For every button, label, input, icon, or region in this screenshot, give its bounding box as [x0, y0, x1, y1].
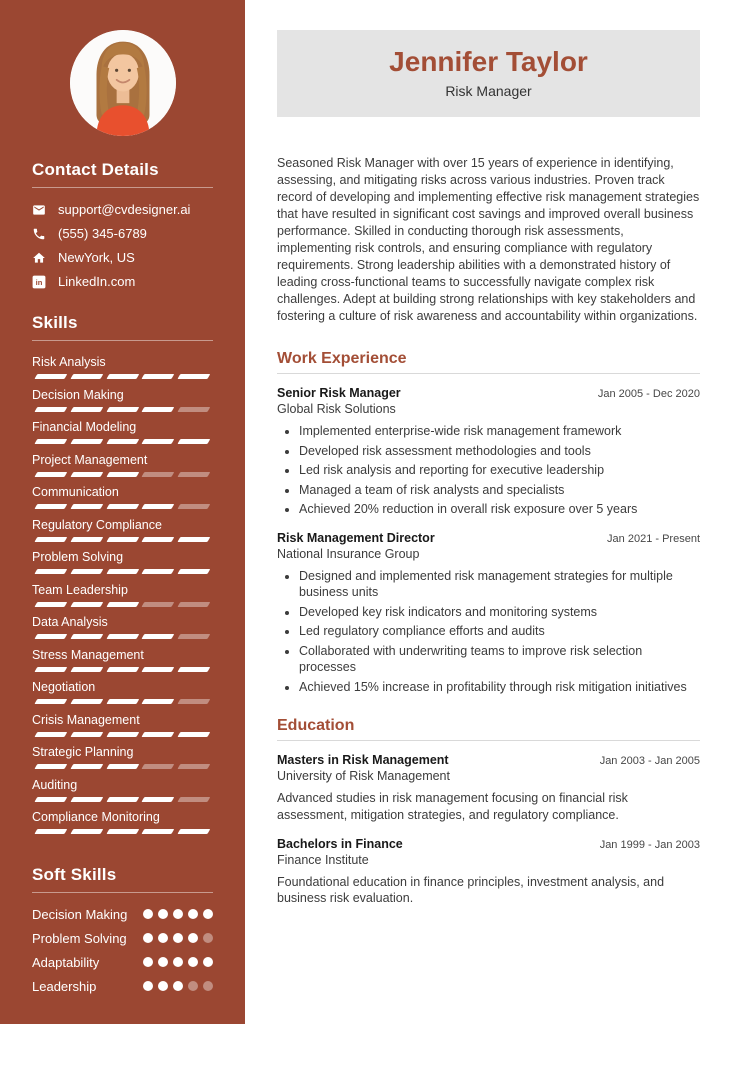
skill-segment-filled [178, 537, 210, 542]
divider [32, 187, 213, 188]
skill-level-bar [32, 407, 213, 412]
home-icon [32, 251, 46, 265]
rating-dot-filled [203, 909, 213, 919]
soft-skill-label: Decision Making [32, 906, 128, 922]
divider [277, 373, 700, 374]
contact-item-phone [32, 226, 213, 241]
skill-segment-filled [142, 569, 174, 574]
degree-title: Masters in Risk Management [277, 753, 449, 767]
skill-item [32, 745, 213, 769]
skill-segment-filled [35, 374, 67, 379]
work-experience-section [277, 350, 700, 695]
profile-summary: Seasoned Risk Manager with over 15 years of experience in identifying, assessing, and mitigating risks across various industries. Proven track record of developing and implementing effective risk management strategies that have resulted in significant cost savings and improved overall business performance. Skilled in conducting thorough risk assessments, implementing risk controls, and ensuring compliance with regulatory requirements. Strong leadership abilities with a demonstrated history of leading cross-functional teams to successfully navigate complex risk challenges. Adept at building strong relationships with key stakeholders and fostering a culture of risk awareness and accountability within organizations. [277, 156, 700, 323]
jobs-list [277, 386, 700, 695]
degree-description: Advanced studies in risk management focusing on financial risk assessment, mitigation strategies, and regulatory compliance. [277, 791, 628, 822]
rating-dot-filled [143, 981, 153, 991]
contact-linkedin: LinkedIn.com [58, 274, 136, 289]
skill-segment-filled [178, 569, 210, 574]
job-title: Senior Risk Manager [277, 386, 401, 400]
soft-skill-row [32, 979, 213, 994]
skill-label: Data Analysis [32, 615, 108, 629]
skill-segment-filled [35, 829, 67, 834]
skill-label: Project Management [32, 452, 148, 467]
rating-dot-filled [188, 909, 198, 919]
phone-icon [32, 227, 46, 241]
rating-dot-filled [173, 909, 183, 919]
skill-segment-empty [178, 764, 210, 769]
skill-label: Stress Management [32, 647, 144, 662]
work-experience-heading: Work Experience [277, 350, 407, 367]
job-bullet: • Designed and implemented risk management strategies for multiple business units [299, 568, 700, 601]
divider [277, 740, 700, 741]
soft-skills-section [32, 865, 213, 994]
rating-dots [143, 909, 213, 919]
skill-segment-filled [142, 829, 174, 834]
skill-segment-filled [142, 374, 174, 379]
job-dates: Jan 2005 - Dec 2020 [597, 388, 700, 400]
job-entry [277, 386, 700, 518]
skill-segment-filled [106, 634, 138, 639]
name-header [277, 30, 700, 117]
degree-title: Bachelors in Finance [277, 836, 403, 851]
skill-item [32, 615, 213, 639]
rating-dot-filled [203, 957, 213, 967]
skill-item [32, 518, 213, 542]
skill-segment-filled [35, 407, 67, 412]
skill-segment-filled [142, 797, 174, 802]
skill-level-bar [32, 602, 213, 607]
job-entry-head [277, 386, 700, 400]
soft-skill-row [32, 907, 213, 922]
skill-segment-filled [142, 439, 174, 444]
rating-dot-filled [143, 933, 153, 943]
company-name: Global Risk Solutions [277, 402, 396, 416]
skill-level-bar [32, 797, 213, 802]
skill-item [32, 713, 213, 737]
sidebar [0, 0, 245, 1083]
candidate-title: Risk Manager [445, 83, 532, 99]
skill-level-bar [32, 537, 213, 542]
rating-dot-empty [203, 933, 213, 943]
skill-segment-filled [106, 732, 138, 737]
skill-segment-filled [70, 634, 102, 639]
skill-segment-filled [35, 634, 67, 639]
skills-list [32, 355, 213, 834]
skill-level-bar [32, 374, 213, 379]
skill-segment-filled [106, 829, 138, 834]
skill-label: Decision Making [32, 387, 124, 402]
rating-dot-filled [158, 933, 168, 943]
skill-segment-filled [35, 569, 67, 574]
education-entry-head [277, 837, 700, 851]
skill-segment-filled [70, 699, 102, 704]
skill-segment-filled [106, 569, 138, 574]
contact-item-linkedin [32, 274, 213, 289]
skill-item [32, 583, 213, 607]
divider [32, 340, 213, 341]
skill-level-bar [32, 764, 213, 769]
skill-segment-empty [178, 504, 210, 509]
contact-email: support@cvdesigner.ai [58, 202, 191, 217]
job-bullet: • Achieved 15% increase in profitability through risk mitigation initiatives [299, 679, 700, 696]
email-icon [32, 203, 46, 217]
soft-skill-row [32, 931, 213, 946]
skill-item [32, 680, 213, 704]
rating-dot-filled [158, 981, 168, 991]
education-entry [277, 753, 700, 824]
avatar [70, 30, 176, 136]
skill-segment-filled [70, 472, 102, 477]
divider [32, 1048, 213, 1049]
skill-segment-filled [70, 732, 102, 737]
skill-segment-filled [106, 797, 138, 802]
skill-segment-filled [178, 439, 210, 444]
skill-label: Financial Modeling [32, 420, 137, 434]
rating-dot-filled [173, 933, 183, 943]
contact-heading: Contact Details [32, 160, 159, 179]
skill-segment-filled [106, 537, 138, 542]
skill-segment-filled [106, 699, 138, 704]
skill-level-bar [32, 504, 213, 509]
language-pill: English [32, 1063, 101, 1088]
skill-segment-empty [142, 602, 174, 607]
skill-item [32, 648, 213, 672]
soft-skills-heading: Soft Skills [32, 864, 117, 884]
skill-label: Negotiation [32, 680, 96, 694]
skill-item [32, 550, 213, 574]
rating-dots [143, 933, 213, 943]
languages-section [32, 1021, 213, 1088]
skill-level-bar [32, 829, 213, 834]
school-name: Finance Institute [277, 852, 369, 867]
skill-segment-filled [178, 374, 210, 379]
job-dates: Jan 2021 - Present [607, 532, 700, 545]
skill-level-bar [32, 732, 213, 737]
education-entry-head [277, 753, 700, 767]
language-pill: Spanish [110, 1063, 183, 1088]
school-name: University of Risk Management [277, 769, 450, 783]
skill-label: Regulatory Compliance [32, 517, 162, 532]
job-bullet: • Managed a team of risk analysts and specialists [299, 482, 700, 499]
skill-segment-filled [142, 667, 174, 672]
skill-segment-filled [70, 829, 102, 834]
skill-segment-filled [70, 537, 102, 542]
skill-segment-filled [35, 797, 67, 802]
job-bullet: • Collaborated with underwriting teams to improve risk selection processes [299, 643, 700, 676]
skill-segment-filled [70, 569, 102, 574]
soft-skill-row [32, 955, 213, 970]
rating-dot-filled [173, 981, 183, 991]
rating-dot-filled [143, 957, 153, 967]
skill-label: Auditing [32, 777, 78, 792]
rating-dots [143, 981, 213, 991]
soft-skill-label: Adaptability [32, 954, 100, 970]
skill-segment-filled [35, 699, 67, 704]
skill-label: Strategic Planning [32, 745, 134, 759]
job-bullet: • Developed risk assessment methodologies and tools [299, 443, 700, 460]
contact-location: NewYork, US [58, 250, 135, 265]
main-content [245, 0, 730, 1024]
skill-segment-filled [70, 407, 102, 412]
skill-segment-filled [70, 602, 102, 607]
job-bullet: • Achieved 20% reduction in overall risk exposure over 5 years [299, 501, 700, 518]
skill-segment-filled [35, 732, 67, 737]
skill-segment-filled [70, 504, 102, 509]
skill-segment-filled [70, 439, 102, 444]
skill-segment-filled [35, 439, 67, 444]
skill-level-bar [32, 667, 213, 672]
skill-segment-filled [35, 602, 67, 607]
job-bullets [277, 568, 700, 696]
skill-label: Team Leadership [32, 582, 128, 597]
soft-skill-label: Leadership [32, 978, 97, 994]
skill-segment-empty [142, 472, 174, 477]
skill-item [32, 420, 213, 444]
skill-item [32, 485, 213, 509]
skill-segment-filled [106, 667, 138, 672]
skill-segment-filled [70, 764, 102, 769]
rating-dot-filled [158, 909, 168, 919]
skill-segment-filled [35, 504, 67, 509]
rating-dot-filled [158, 957, 168, 967]
degree-dates: Jan 1999 - Jan 2003 [599, 838, 700, 851]
job-bullet: • Led regulatory compliance efforts and audits [299, 623, 700, 640]
skill-segment-empty [178, 602, 210, 607]
skill-segment-filled [35, 764, 67, 769]
skill-segment-filled [106, 764, 138, 769]
job-entry [277, 531, 700, 696]
rating-dot-filled [188, 957, 198, 967]
skill-segment-filled [70, 374, 102, 379]
skill-segment-filled [35, 667, 67, 672]
job-entry-head [277, 531, 700, 545]
skill-segment-filled [142, 504, 174, 509]
skill-segment-filled [106, 374, 138, 379]
rating-dot-empty [188, 981, 198, 991]
job-bullet: • Led risk analysis and reporting for executive leadership [299, 462, 700, 479]
skill-segment-filled [142, 732, 174, 737]
skill-segment-filled [142, 407, 174, 412]
skill-segment-empty [178, 699, 210, 704]
skill-segment-empty [178, 797, 210, 802]
language-pills [32, 1063, 213, 1088]
skill-item [32, 355, 213, 379]
skill-segment-filled [70, 667, 102, 672]
education-entry [277, 837, 700, 908]
degree-description: Foundational education in finance principles, investment analysis, and business risk evaluation. [277, 874, 665, 906]
skill-segment-filled [35, 537, 67, 542]
skill-level-bar [32, 699, 213, 704]
skills-heading: Skills [32, 313, 78, 332]
skill-segment-empty [178, 472, 210, 477]
rating-dot-filled [188, 933, 198, 943]
skill-level-bar [32, 472, 213, 477]
skill-level-bar [32, 439, 213, 444]
divider [32, 892, 213, 893]
contact-phone: (555) 345-6789 [58, 226, 147, 241]
contact-section [32, 160, 213, 289]
skill-segment-filled [142, 699, 174, 704]
skill-segment-filled [106, 602, 138, 607]
profile-photo-illustration [70, 30, 176, 136]
languages-heading: Languages [32, 1020, 124, 1040]
skill-segment-filled [70, 797, 102, 802]
skills-section [32, 313, 213, 834]
education-section [277, 717, 700, 907]
job-bullets [277, 423, 700, 518]
skill-segment-filled [178, 829, 210, 834]
skill-segment-filled [35, 472, 67, 477]
skill-segment-empty [178, 407, 210, 412]
candidate-name: Jennifer Taylor [389, 46, 588, 77]
skill-segment-empty [178, 634, 210, 639]
rating-dots [143, 957, 213, 967]
skill-item [32, 810, 213, 834]
rating-dot-filled [143, 909, 153, 919]
skill-segment-filled [178, 732, 210, 737]
skill-item [32, 453, 213, 477]
skill-level-bar [32, 569, 213, 574]
linkedin-icon [32, 275, 46, 289]
skill-segment-filled [106, 407, 138, 412]
skill-segment-filled [106, 504, 138, 509]
skill-segment-filled [142, 634, 174, 639]
skill-label: Compliance Monitoring [32, 810, 160, 824]
skill-segment-filled [142, 537, 174, 542]
education-heading: Education [277, 717, 355, 734]
skill-label: Risk Analysis [32, 355, 106, 369]
contact-item-location [32, 250, 213, 265]
rating-dot-filled [173, 957, 183, 967]
degree-dates: Jan 2003 - Jan 2005 [599, 755, 700, 767]
skill-level-bar [32, 634, 213, 639]
job-bullet: • Developed key risk indicators and monitoring systems [299, 604, 700, 621]
skill-item [32, 778, 213, 802]
skill-segment-empty [142, 764, 174, 769]
skill-segment-filled [106, 472, 138, 477]
job-title: Risk Management Director [277, 530, 435, 545]
skill-label: Communication [32, 485, 119, 499]
skill-segment-filled [178, 667, 210, 672]
job-bullet: • Implemented enterprise-wide risk management framework [299, 423, 700, 440]
contact-item-email [32, 202, 213, 217]
skill-label: Problem Solving [32, 550, 124, 564]
skill-item [32, 388, 213, 412]
skill-label: Crisis Management [32, 712, 140, 727]
soft-skill-label: Problem Solving [32, 930, 127, 946]
rating-dot-empty [203, 981, 213, 991]
skill-segment-filled [106, 439, 138, 444]
company-name: National Insurance Group [277, 546, 420, 561]
svg-text:in: in [35, 277, 43, 287]
